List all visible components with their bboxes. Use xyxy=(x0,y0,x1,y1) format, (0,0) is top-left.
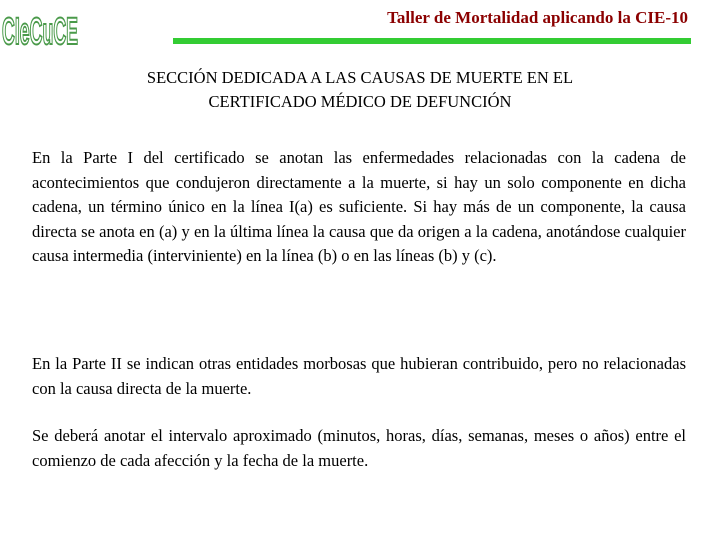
section-heading-line-2: CERTIFICADO MÉDICO DE DEFUNCIÓN xyxy=(208,92,512,111)
logo xyxy=(0,0,80,54)
paragraph-interval: Se deberá anotar el intervalo aproximado (minutos, horas, días, semanas, meses o años) entre el comienzo de cada afección y la fecha de la muerte. xyxy=(32,426,686,470)
section-heading-line-1: SECCIÓN DEDICADA A LAS CAUSAS DE MUERTE EN EL xyxy=(146,68,574,87)
paragraph-part-two: En la Parte II se indican otras entidades morbosas que hubieran contribuido, pero no relacionadas con la causa directa de la muerte. xyxy=(32,354,686,398)
section-heading xyxy=(60,66,660,114)
logo-wordmark: CIeCuCE xyxy=(2,11,78,53)
presentation-title: Taller de Mortalidad aplicando la CIE-10 xyxy=(387,8,688,27)
paragraph-part-one: En la Parte I del certificado se anotan las enfermedades relacionadas con la cadena de acontecimientos que condujeron directamente a la muerte, si hay un solo componente en dicha cadena, un término único en la línea I(a) es suficiente. Si hay más de un componente, la causa directa se anota en (a) y en la última línea la causa que da origen a la cadena, anotándose cualquier causa intermedia (interviniente) en la línea (b) o en las líneas (b) y (c). xyxy=(32,148,686,265)
header-divider xyxy=(173,38,691,44)
